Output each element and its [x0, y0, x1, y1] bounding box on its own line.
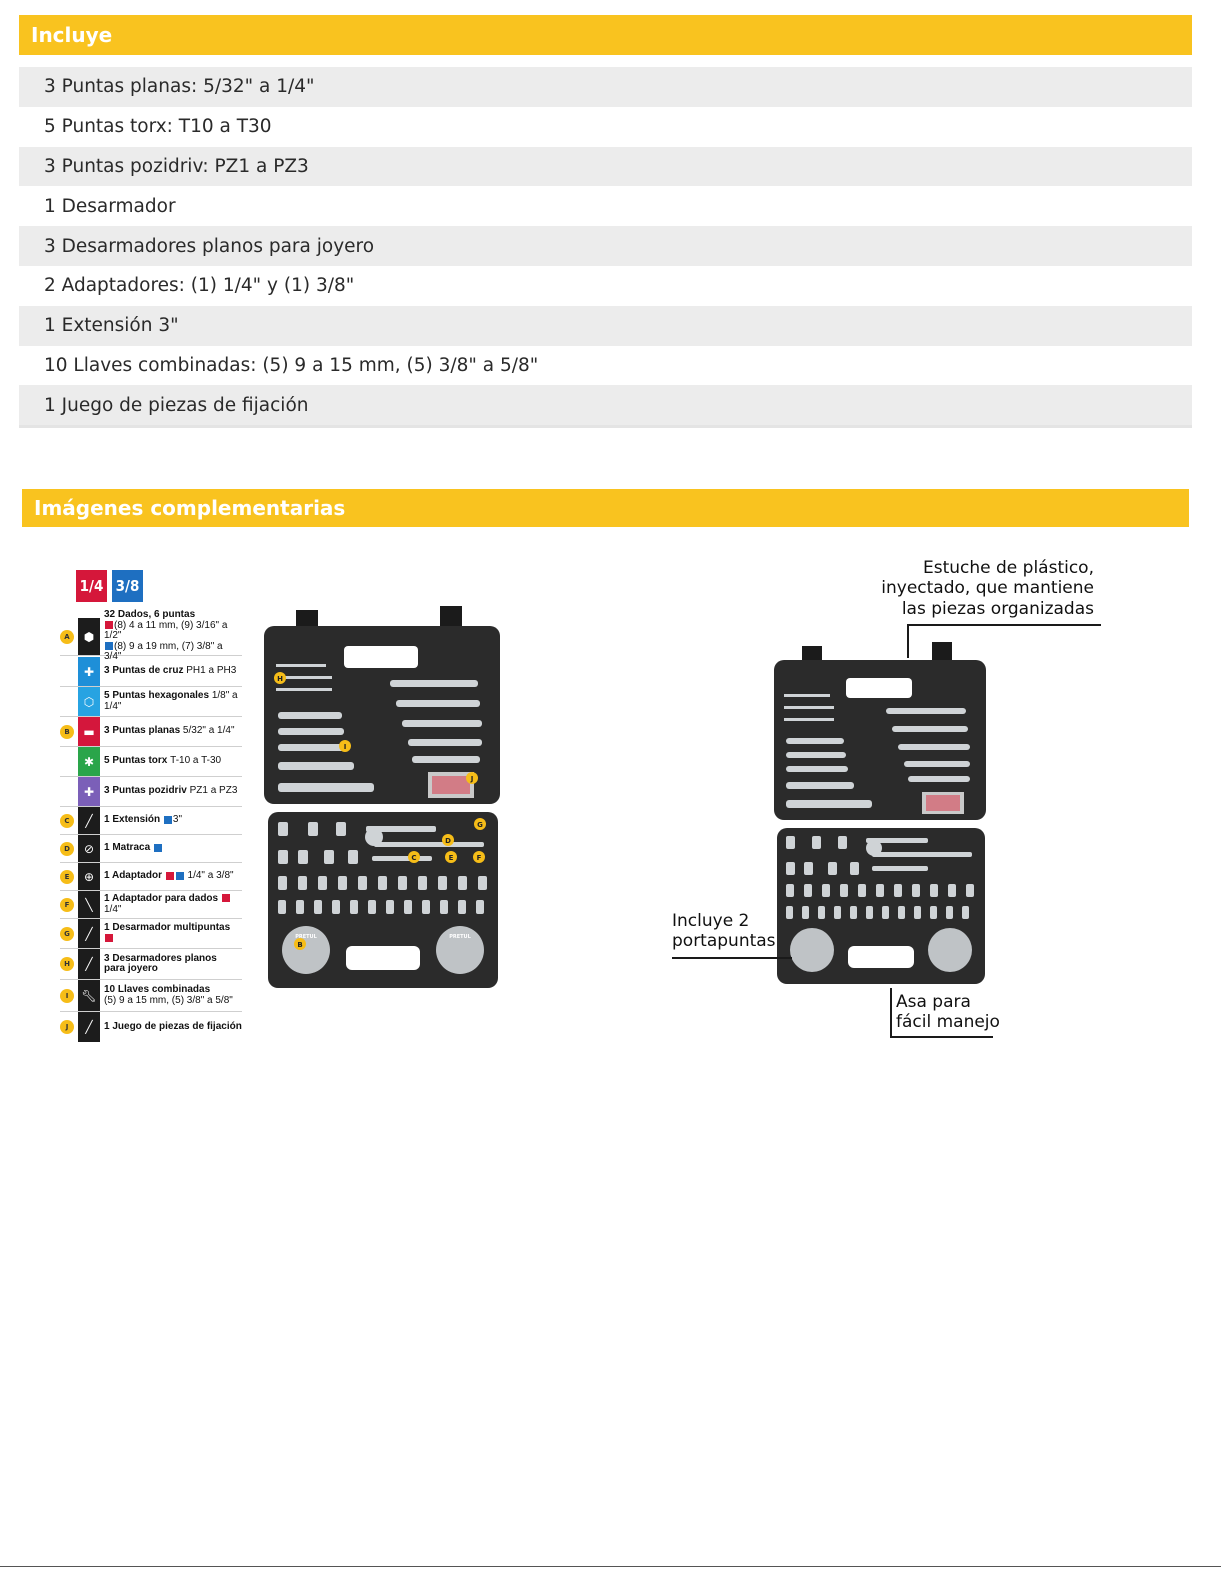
legend-row-torx: [60, 747, 242, 777]
flat-bit-icon: ▬: [78, 717, 100, 746]
legend-detail: para joyero: [104, 963, 158, 974]
marker-h: H: [60, 957, 74, 971]
case-marker: D: [445, 837, 451, 845]
legend-row-wrenches: [60, 980, 242, 1012]
phillips-bit-icon: ✚: [78, 657, 100, 686]
callout-portapuntas: [672, 911, 776, 952]
toolcase-drawing: [772, 642, 988, 986]
legend-detail: PZ1 a PZ3: [189, 785, 238, 797]
list-item: 1 Extensión 3": [19, 306, 1192, 346]
socket-adapter-icon: ╲: [78, 891, 100, 918]
legend-row-flat: [60, 717, 242, 747]
legend-title: 1 Extensión: [104, 814, 161, 826]
case-marker: E: [448, 854, 454, 862]
marker-i: I: [60, 989, 74, 1003]
legend-title: 1 Juego de piezas de fijación: [104, 1020, 242, 1032]
legend-title: 5 Puntas hexagonales: [104, 690, 210, 701]
socket-icon: ⬢: [78, 618, 100, 655]
callout-asa: [896, 992, 1000, 1033]
drive-size-badges: [76, 570, 260, 602]
included-items-list: [19, 67, 1192, 425]
legend-detail: PH1 a PH3: [186, 665, 237, 677]
tool-legend: [60, 570, 260, 1034]
toolcase-drawing: [262, 606, 502, 990]
legend-row-hex: [60, 687, 242, 717]
brand-label: PRETUL: [449, 934, 471, 940]
fastener-icon: ╱: [78, 1012, 100, 1042]
marker-f: F: [60, 898, 74, 912]
callout-line-text: inyectado, que mantiene: [881, 578, 1094, 599]
list-item: 3 Puntas planas: 5/32" a 1/4": [19, 67, 1192, 107]
list-item: 10 Llaves combinadas: (5) 9 a 15 mm, (5) 3/8" a 5/8": [44, 354, 539, 376]
marker-g: G: [60, 927, 74, 941]
brand-label: PRETUL: [295, 934, 317, 940]
legend-title: 3 Puntas pozidriv: [104, 785, 187, 797]
red-square-icon: [222, 894, 230, 902]
toolcase-image-labeled: [262, 606, 502, 990]
red-square-icon: [166, 872, 174, 880]
callout-line-text: Incluye 2: [672, 911, 750, 931]
legend-detail: T-10 a T-30: [170, 755, 222, 767]
list-item: 3 Desarmadores planos para joyero: [19, 226, 1192, 266]
extension-icon: ╱: [78, 807, 100, 834]
jeweler-screwdriver-icon: ╱: [78, 949, 100, 979]
case-marker: I: [343, 743, 347, 751]
callout-estuche: [880, 558, 1094, 619]
legend-detail: 1/4": [104, 903, 122, 915]
case-marker: B: [297, 941, 303, 949]
red-square-icon: [105, 621, 113, 629]
legend-row-fasteners: [60, 1012, 242, 1042]
page-divider: [0, 1566, 1221, 1567]
drive-three-eighths-badge: 3/8: [112, 570, 143, 602]
callout-leader: [907, 624, 909, 658]
legend-row-ratchet: [60, 835, 242, 863]
legend-row-pozidriv: [60, 777, 242, 807]
section-header-imagenes: Imágenes complementarias: [22, 489, 1189, 527]
legend-title: 1 Matraca: [104, 842, 151, 854]
blue-square-icon: [154, 844, 162, 852]
callout-line-text: Estuche de plástico,: [922, 558, 1094, 578]
pozidriv-bit-icon: ✚: [78, 777, 100, 806]
section-header-incluye: Incluye: [19, 15, 1192, 55]
blue-square-icon: [176, 872, 184, 880]
toolcase-image-features: [772, 642, 988, 986]
legend-row-sockets: [60, 609, 242, 663]
legend-title: 32 Dados, 6 puntas: [104, 609, 196, 621]
list-item: 2 Adaptadores: (1) 1/4" y (1) 3/8": [44, 275, 355, 297]
legend-row-adapter: [60, 863, 242, 891]
case-marker: G: [477, 821, 483, 829]
legend-row-socket-adapter: [60, 891, 242, 919]
ratchet-icon: ⊘: [78, 835, 100, 862]
case-marker: J: [470, 775, 474, 783]
marker-c: C: [60, 814, 74, 828]
callout-line-text: las piezas organizadas: [901, 598, 1094, 619]
marker-b: B: [60, 725, 74, 739]
legend-detail: 1/4" a 3/8": [187, 870, 234, 882]
blue-square-icon: [105, 642, 113, 650]
marker-e: E: [60, 870, 74, 884]
marker-d: D: [60, 842, 74, 856]
callout-leader: [890, 1036, 993, 1038]
callout-line-text: portapuntas: [672, 931, 776, 952]
legend-detail: 3": [172, 814, 183, 826]
list-item: 1 Juego de piezas de fijación: [19, 385, 1192, 425]
legend-title: 3 Puntas de cruz: [104, 665, 184, 677]
case-marker: F: [476, 854, 482, 862]
screwdriver-icon: ╱: [78, 919, 100, 948]
legend-title: 3 Desarmadores planos: [104, 952, 217, 964]
case-marker: C: [411, 854, 417, 862]
red-square-icon: [105, 934, 113, 942]
legend-detail: (8) 9 a 19 mm, (7) 3/8" a 3/4": [104, 640, 223, 663]
wrench-icon: 🔧︎: [78, 980, 100, 1011]
legend-row-phillips: [60, 657, 242, 687]
callout-line-text: fácil manejo: [896, 1012, 1000, 1033]
callout-leader: [890, 988, 892, 1038]
legend-detail: 1/8" a 1/4": [104, 690, 238, 712]
marker-j: J: [60, 1020, 74, 1034]
list-divider: [19, 425, 1192, 428]
case-marker: H: [277, 675, 283, 683]
legend-row-extension: [60, 807, 242, 835]
legend-title: 3 Puntas planas: [104, 725, 181, 737]
legend-title: 1 Adaptador para dados: [104, 893, 219, 904]
legend-detail: (8) 4 a 11 mm, (9) 3/16" a 1/2": [104, 619, 228, 642]
callout-line-text: Asa para: [896, 992, 971, 1012]
legend-row-jeweler: [60, 949, 242, 980]
adapter-icon: ⊕: [78, 863, 100, 890]
drive-quarter-badge: 1/4: [76, 570, 107, 602]
blue-square-icon: [164, 816, 172, 824]
legend-detail: 5/32" a 1/4": [182, 725, 235, 737]
torx-bit-icon: ✱: [78, 747, 100, 776]
callout-leader: [907, 624, 1101, 626]
callout-leader: [672, 957, 792, 959]
legend-detail: (5) 9 a 15 mm, (5) 3/8" a 5/8": [104, 994, 233, 1006]
marker-a: A: [60, 630, 74, 644]
hex-bit-icon: ⬡: [78, 687, 100, 716]
legend-title: 10 Llaves combinadas: [104, 984, 211, 995]
legend-title: 1 Desarmador multipuntas: [104, 922, 231, 933]
legend-row-multibit: [60, 919, 242, 949]
list-item: 5 Puntas torx: T10 a T30: [44, 116, 272, 138]
legend-title: 1 Adaptador: [104, 870, 162, 882]
list-item: 3 Puntas pozidriv: PZ1 a PZ3: [19, 147, 1192, 187]
legend-title: 5 Puntas torx: [104, 755, 168, 767]
list-item: 1 Desarmador: [44, 195, 176, 217]
